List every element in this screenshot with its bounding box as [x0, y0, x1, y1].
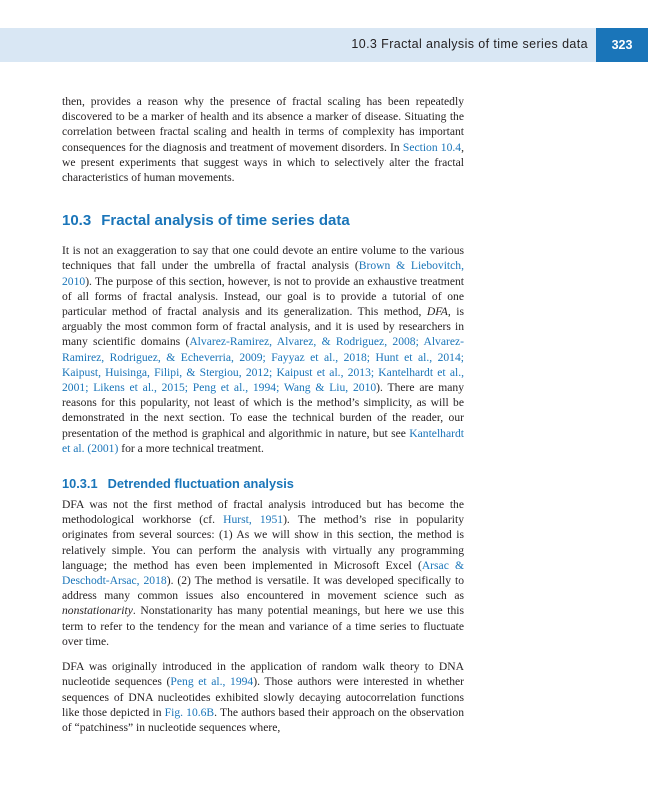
- section-10-4-link[interactable]: Section 10.4: [402, 140, 462, 154]
- section-number: 10.3: [62, 212, 92, 230]
- text-run: It is not an exaggeration to say that one could devote an entire volume to the various techniques that fall under the umbrella of fractal analysis (: [62, 244, 464, 273]
- citation-brown-liebovitch-link[interactable]: Brown & Liebovitch, 2010: [62, 259, 464, 288]
- running-header-title: 10.3 Fractal analysis of time series data: [351, 37, 588, 51]
- text-run: , is arguably the most common form of fractal analysis, and it is used by researchers in many scientific domains (: [62, 305, 464, 349]
- text-run: ). There are many reasons for this popularity, not least of which is the method’s simplicity, as will be demonstrated in the next section. To ease the technical burden of the reader, our presentation of the method is graphical and algorithmic in nature, but see: [62, 381, 465, 440]
- citation-kantelhardt-link[interactable]: Kantelhardt et al. (2001): [62, 426, 464, 455]
- citation-arsac-link[interactable]: Arsac & Deschodt-Arsac, 2018: [62, 558, 464, 588]
- section-heading: [62, 212, 464, 229]
- text-run: . Nonstationarity has many potential meanings, but here we use this term to refer to the tendency for the mean and variance of a time series to fluctuate over time.: [62, 604, 464, 648]
- text-run: . The authors based their approach on the observation of “patchiness” in nucleotide sequences where,: [62, 705, 464, 734]
- page-body: [62, 94, 464, 745]
- citation-hurst-link[interactable]: Hurst, 1951: [223, 513, 284, 527]
- emphasis-dfa: DFA: [426, 305, 448, 319]
- paragraph-intro-continuation: [62, 94, 464, 185]
- page-number-badge: 323: [596, 28, 648, 62]
- subsection-heading: [62, 476, 464, 491]
- citation-list-link[interactable]: Alvarez-Ramirez, Alvarez, & Rodriguez, 2008; Alvarez-Ramirez, Rodriguez, & Echeverria, 2009; Fayyaz et al., 2018; Hunt et al., 2014; Kaipust, Huisinga, Filipi, & Stergiou, 2012; Kaipust et al., 2013; Kantelhardt et al., 2001; Likens et al., 2015; Peng et al., 1994; Wang & Liu, 2010: [62, 335, 465, 395]
- text-run: ). Those authors were interested in whether sequences of DNA nucleotides exhibited slowly decaying autocorrelation functions like those depicted in: [62, 675, 464, 719]
- section-title: Fractal analysis of time series data: [101, 212, 350, 230]
- text-run: , we present experiments that suggest ways in which to selectively alter the fractal characteristics of human movements.: [62, 140, 464, 185]
- subsection-number: 10.3.1: [62, 476, 98, 492]
- text-run: ). The purpose of this section, however, is not to provide an exhaustive treatment of all forms of fractal analysis. Instead, our goal is to provide a tutorial of one particular method of fractal analysis and its generalization. This method,: [62, 274, 464, 319]
- paragraph-fractal-analysis: [62, 243, 464, 456]
- text-run: then, provides a reason why the presence of fractal scaling has been repeatedly discovered to be a marker of health and its absence a marker of disease. Situating the correlation between fractal scaling and health in terms of complexity has important consequences for the diagnosis and treatment of movement disorders. In: [62, 95, 464, 154]
- citation-peng-link[interactable]: Peng et al., 1994: [170, 675, 254, 689]
- text-run: for a more technical treatment.: [118, 441, 264, 455]
- text-run: ). (2) The method is versatile. It was developed specifically to address many common issues also encountered in movement science such as: [62, 574, 464, 603]
- paragraph-dfa-origin: [62, 659, 464, 735]
- subsection-title: Detrended fluctuation analysis: [107, 476, 294, 492]
- text-run: ). The method’s rise in popularity originates from several sources: (1) As we will show in this section, the method is relatively simple. You can perform the analysis with virtually any programming language; the method has even been implemented in Microsoft Excel (: [62, 513, 465, 572]
- figure-10-6b-link[interactable]: Fig. 10.6B: [164, 705, 215, 719]
- text-run: DFA was originally introduced in the application of random walk theory to DNA nucleotide sequences (: [62, 660, 464, 689]
- emphasis-nonstationarity: nonstationarity: [62, 604, 133, 618]
- text-run: DFA was not the first method of fractal analysis introduced but has become the methodological workhorse (cf.: [62, 498, 464, 527]
- paragraph-dfa-workhorse: [62, 497, 464, 649]
